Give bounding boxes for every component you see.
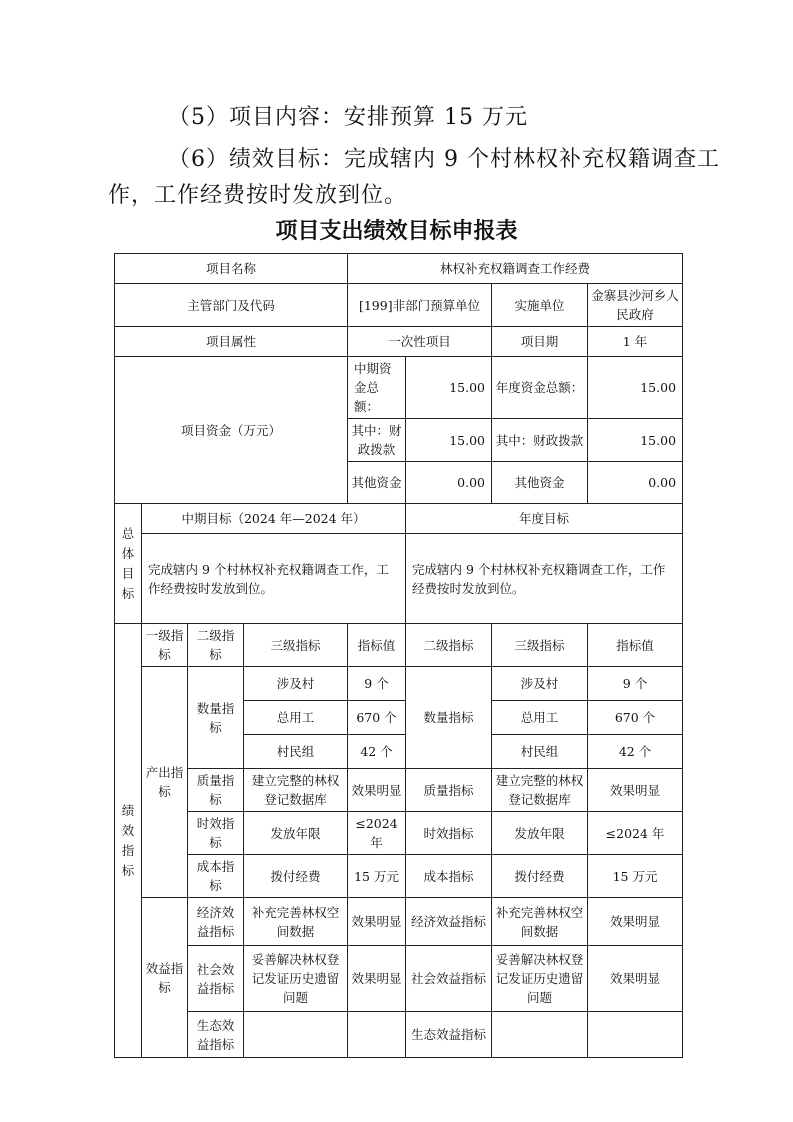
year-goal-text: 完成辖内 9 个村林权补充权籍调查工作，工作经费按时发放到位。 xyxy=(406,534,683,624)
time-label: 时效指标 xyxy=(188,812,244,855)
quality-name-year: 建立完整的林权登记数据库 xyxy=(492,769,588,812)
output-indicator-label: 产出指标 xyxy=(142,667,188,898)
social-year: 效果明显 xyxy=(588,946,683,1012)
year-total-value: 15.00 xyxy=(588,357,683,419)
mid-fiscal-value: 15.00 xyxy=(406,419,492,462)
econ-label-year: 经济效益指标 xyxy=(406,898,492,946)
time-year: ≤2024 年 xyxy=(588,812,683,855)
table-row xyxy=(115,624,683,667)
paragraph-performance-goal-line1: （6）绩效目标：完成辖内 9 个村林权补充权籍调查工 xyxy=(168,147,720,172)
q3-name: 村民组 xyxy=(244,735,348,769)
table-row xyxy=(115,1012,683,1058)
year-other-value: 0.00 xyxy=(588,462,683,504)
period-label: 项目期 xyxy=(492,327,588,357)
social-label: 社会效益指标 xyxy=(188,946,244,1012)
time-mid: ≤2024 年 xyxy=(348,812,406,855)
econ-mid: 效果明显 xyxy=(348,898,406,946)
eco-label: 生态效益指标 xyxy=(188,1012,244,1058)
table-row xyxy=(115,284,683,327)
header-level1: 一级指标 xyxy=(142,624,188,667)
quantity-label: 数量指标 xyxy=(188,667,244,769)
cost-label-year: 成本指标 xyxy=(406,855,492,898)
q3-mid: 42 个 xyxy=(348,735,406,769)
mid-fiscal-label: 其中：财政拨款 xyxy=(348,419,406,462)
table-row xyxy=(115,667,683,701)
social-label-year: 社会效益指标 xyxy=(406,946,492,1012)
overall-goal-label: 总体目标 xyxy=(115,504,142,624)
project-name-label: 项目名称 xyxy=(115,254,348,284)
attr-value: 一次性项目 xyxy=(348,327,492,357)
attr-label: 项目属性 xyxy=(115,327,348,357)
dept-label: 主管部门及代码 xyxy=(115,284,348,327)
table-row xyxy=(115,812,683,855)
header-value: 指标值 xyxy=(348,624,406,667)
mid-total-label: 中期资金总额： xyxy=(348,357,406,419)
table-row xyxy=(115,504,683,534)
q3-name-year: 村民组 xyxy=(492,735,588,769)
project-name: 林权补充权籍调查工作经费 xyxy=(348,254,683,284)
year-goal-label: 年度目标 xyxy=(406,504,683,534)
quality-label-year: 质量指标 xyxy=(406,769,492,812)
cost-name: 拨付经费 xyxy=(244,855,348,898)
eco-name-year xyxy=(492,1012,588,1058)
paragraph-performance-goal-line2: 作，工作经费按时发放到位。 xyxy=(108,183,408,208)
table-row xyxy=(115,769,683,812)
performance-table xyxy=(114,253,683,1058)
econ-name: 补充完善林权空间数据 xyxy=(244,898,348,946)
table-row xyxy=(115,327,683,357)
quality-mid: 效果明显 xyxy=(348,769,406,812)
cost-year: 15 万元 xyxy=(588,855,683,898)
eco-name xyxy=(244,1012,348,1058)
econ-label: 经济效益指标 xyxy=(188,898,244,946)
cost-mid: 15 万元 xyxy=(348,855,406,898)
q2-year: 670 个 xyxy=(588,701,683,735)
table-title: 项目支出绩效目标申报表 xyxy=(275,219,518,244)
table-row xyxy=(115,534,683,624)
quality-name: 建立完整的林权登记数据库 xyxy=(244,769,348,812)
funds-label: 项目资金（万元） xyxy=(115,357,348,504)
eco-mid xyxy=(348,1012,406,1058)
eco-label-year: 生态效益指标 xyxy=(406,1012,492,1058)
dept-value: [199]非部门预算单位 xyxy=(348,284,492,327)
q1-mid: 9 个 xyxy=(348,667,406,701)
year-other-label: 其他资金 xyxy=(492,462,588,504)
header-level3: 三级指标 xyxy=(244,624,348,667)
q2-mid: 670 个 xyxy=(348,701,406,735)
benefit-indicator-label: 效益指标 xyxy=(142,898,188,1058)
year-fiscal-label: 其中：财政拨款 xyxy=(492,419,588,462)
perf-indicator-label: 绩效指标 xyxy=(115,624,142,1058)
time-label-year: 时效指标 xyxy=(406,812,492,855)
header-level3-year: 三级指标 xyxy=(492,624,588,667)
social-mid: 效果明显 xyxy=(348,946,406,1012)
period-value: 1 年 xyxy=(588,327,683,357)
impl-label: 实施单位 xyxy=(492,284,588,327)
impl-value: 金寨县沙河乡人民政府 xyxy=(588,284,683,327)
q1-name: 涉及村 xyxy=(244,667,348,701)
table-row xyxy=(115,254,683,284)
quality-label: 质量指标 xyxy=(188,769,244,812)
table-row xyxy=(115,855,683,898)
year-fiscal-value: 15.00 xyxy=(588,419,683,462)
mid-goal-label: 中期目标（2024 年—2024 年） xyxy=(142,504,406,534)
table-row xyxy=(115,898,683,946)
mid-total-value: 15.00 xyxy=(406,357,492,419)
cost-name-year: 拨付经费 xyxy=(492,855,588,898)
econ-name-year: 补充完善林权空间数据 xyxy=(492,898,588,946)
paragraph-project-content: （5）项目内容：安排预算 15 万元 xyxy=(168,105,528,130)
mid-other-label: 其他资金 xyxy=(348,462,406,504)
year-total-label: 年度资金总额： xyxy=(492,357,588,419)
social-name-year: 妥善解决林权登记发证历史遗留问题 xyxy=(492,946,588,1012)
mid-goal-text: 完成辖内 9 个村林权补充权籍调查工作，工作经费按时发放到位。 xyxy=(142,534,406,624)
cost-label: 成本指标 xyxy=(188,855,244,898)
q1-name-year: 涉及村 xyxy=(492,667,588,701)
header-level2-year: 二级指标 xyxy=(406,624,492,667)
table-row xyxy=(115,357,683,419)
mid-other-value: 0.00 xyxy=(406,462,492,504)
time-name: 发放年限 xyxy=(244,812,348,855)
eco-year xyxy=(588,1012,683,1058)
social-name: 妥善解决林权登记发证历史遗留问题 xyxy=(244,946,348,1012)
q3-year: 42 个 xyxy=(588,735,683,769)
quality-year: 效果明显 xyxy=(588,769,683,812)
q1-year: 9 个 xyxy=(588,667,683,701)
header-value-year: 指标值 xyxy=(588,624,683,667)
econ-year: 效果明显 xyxy=(588,898,683,946)
q2-name-year: 总用工 xyxy=(492,701,588,735)
q2-name: 总用工 xyxy=(244,701,348,735)
quantity-label-year: 数量指标 xyxy=(406,667,492,769)
header-level2: 二级指标 xyxy=(188,624,244,667)
time-name-year: 发放年限 xyxy=(492,812,588,855)
table-row xyxy=(115,946,683,1012)
